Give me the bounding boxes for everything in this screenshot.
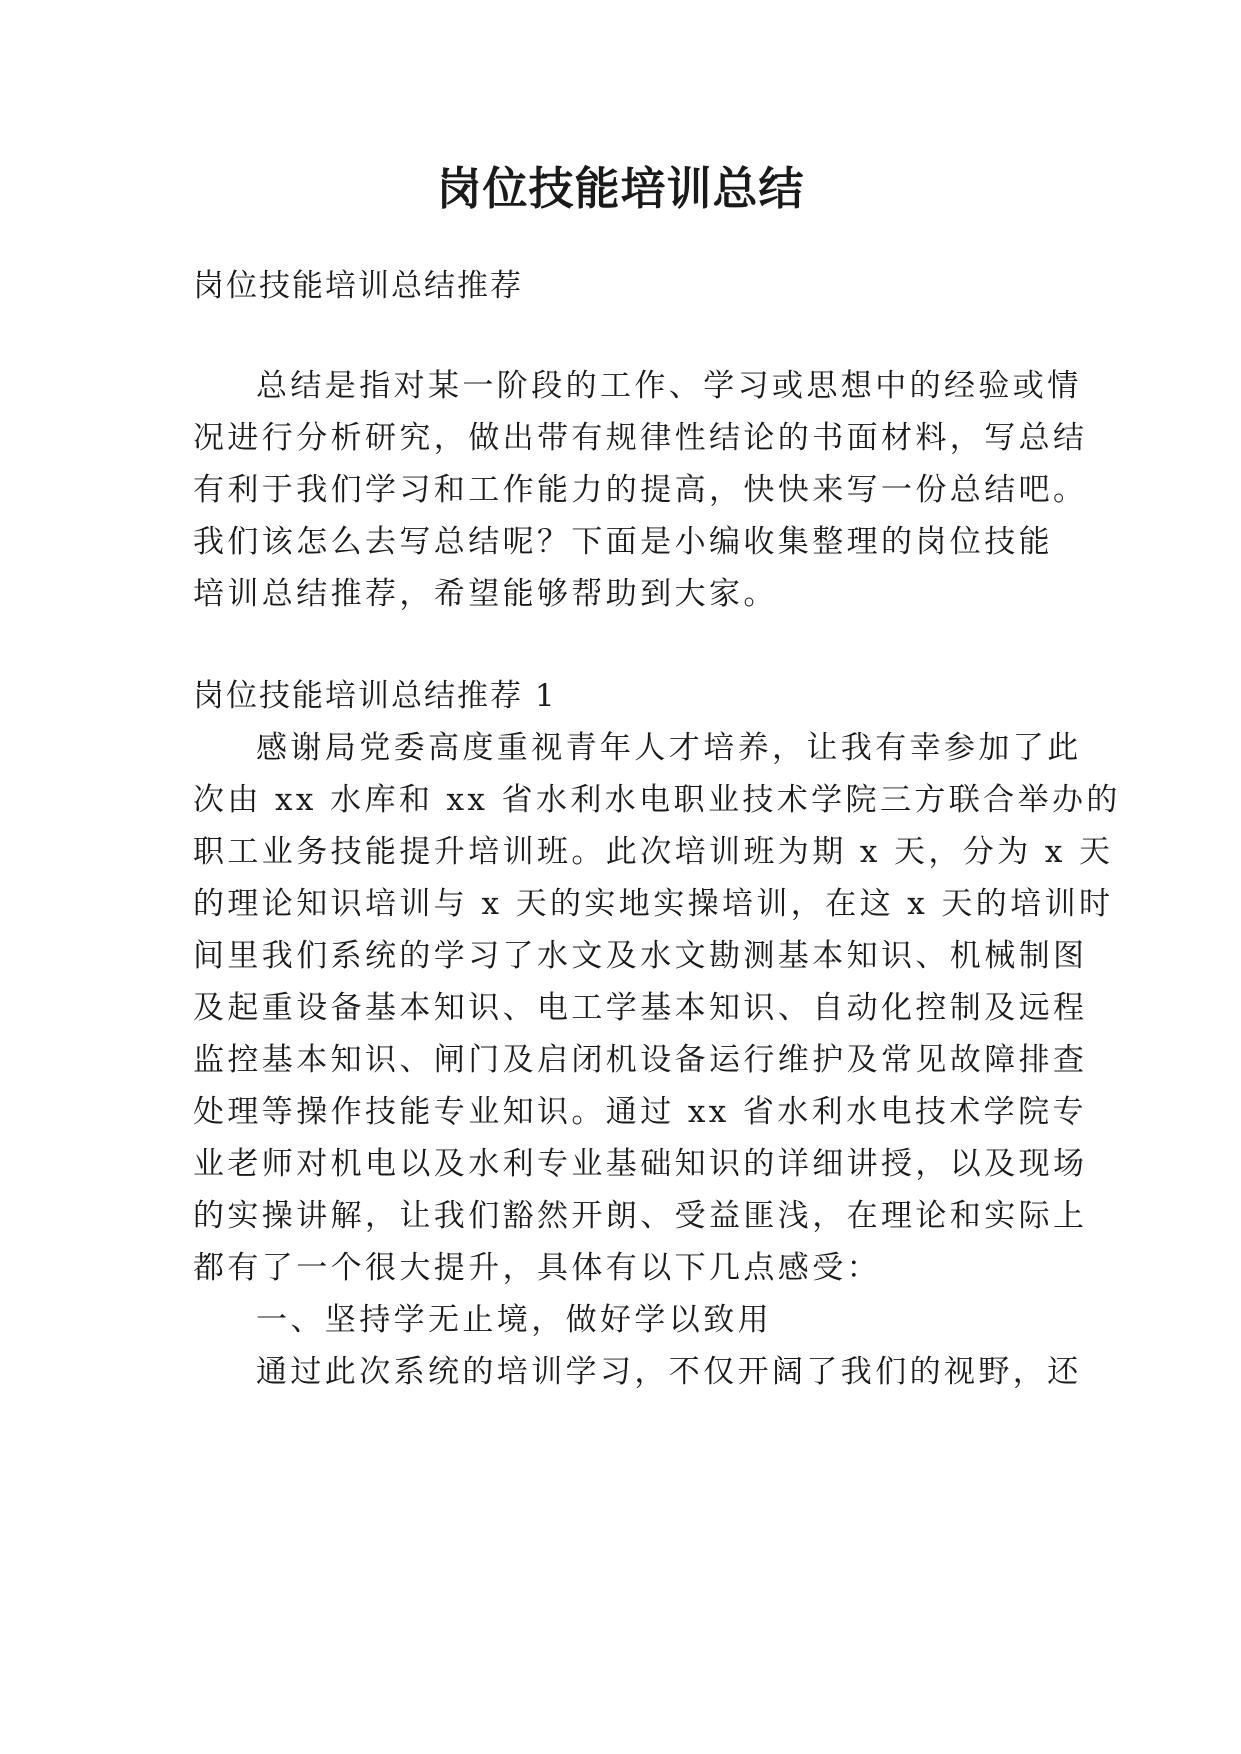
body-line: 的理论知识培训与 x 天的实地实操培训，在这 x 天的培训时: [193, 886, 1114, 922]
body-line: 的实操讲解，让我们豁然开朗、受益匪浅，在理论和实际上: [193, 1198, 1088, 1234]
body-line: 处理等操作技能专业知识。通过 xx 省水利水电技术学院专: [193, 1094, 1087, 1130]
section-heading: 岗位技能培训总结推荐 1: [193, 678, 557, 714]
body-line: 都有了一个很大提升，具体有以下几点感受：: [193, 1250, 881, 1286]
intro-line: 有利于我们学习和工作能力的提高，快快来写一份总结吧。: [193, 472, 1088, 508]
intro-line: 培训总结推荐，希望能够帮助到大家。: [193, 576, 778, 612]
subtitle: 岗位技能培训总结推荐: [193, 268, 523, 304]
point-heading: 一、坚持学无止境，做好学以致用: [256, 1302, 772, 1338]
document-title: 岗位技能培训总结: [436, 162, 805, 215]
body-line: 次由 xx 水库和 xx 省水利水电职业技术学院三方联合举办的: [193, 782, 1121, 818]
body-line: 间里我们系统的学习了水文及水文勘测基本知识、机械制图: [193, 938, 1088, 974]
body-line: 通过此次系统的培训学习，不仅开阔了我们的视野，还: [256, 1354, 1082, 1390]
body-line: 职工业务技能提升培训班。此次培训班为期 x 天，分为 x 天: [193, 834, 1114, 870]
intro-line: 我们该怎么去写总结呢？下面是小编收集整理的岗位技能: [193, 524, 1053, 560]
intro-line: 况进行分析研究，做出带有规律性结论的书面材料，写总结: [193, 420, 1088, 456]
intro-line: 总结是指对某一阶段的工作、学习或思想中的经验或情: [256, 368, 1082, 404]
body-line: 感谢局党委高度重视青年人才培养，让我有幸参加了此: [256, 730, 1082, 766]
body-line: 监控基本知识、闸门及启闭机设备运行维护及常见故障排查: [193, 1042, 1088, 1078]
body-line: 业老师对机电以及水利专业基础知识的详细讲授，以及现场: [193, 1146, 1088, 1182]
body-line: 及起重设备基本知识、电工学基本知识、自动化控制及远程: [193, 990, 1088, 1026]
